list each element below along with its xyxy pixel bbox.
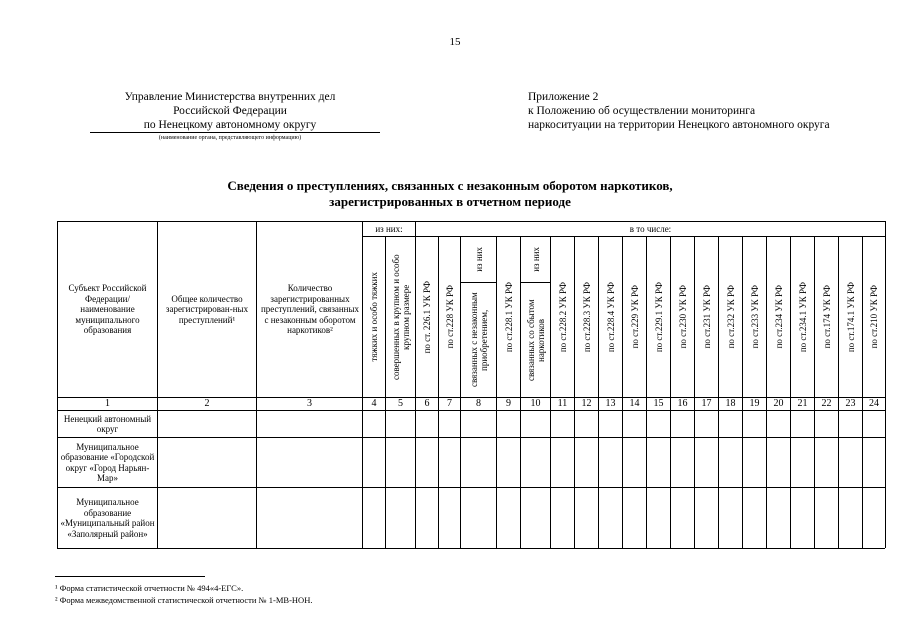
header-col-10-group — [521, 237, 550, 282]
header-col-13 — [599, 237, 622, 397]
footnote-2: ² Форма межведомственной статистической отчетности № 1-МВ-НОН. — [55, 595, 313, 605]
header-col-21 — [791, 237, 814, 397]
footnote-rule — [55, 576, 205, 577]
title-line-2: зарегистрированных в отчетном периоде — [329, 194, 571, 209]
header-col-5 — [386, 237, 415, 397]
column-number: 13 — [605, 397, 616, 409]
table-bottom-border — [57, 548, 885, 549]
row-zapolyarny: Муниципальное образование «Муниципальный район «Заполярный район» — [60, 497, 155, 539]
header-col-8-text: связанных с незаконным приобретением, — [468, 292, 489, 388]
column-number: 8 — [476, 397, 481, 409]
header-col-8-group — [461, 237, 496, 282]
header-drug-crimes: Количество зарегистрированных преступлений, связанных с незаконным оборотом наркотиков² — [260, 283, 360, 336]
annex-line-1: Приложение 2 — [528, 91, 599, 103]
header-col-4-text: тяжких и особо тяжких — [369, 272, 379, 362]
column-number: 21 — [797, 397, 808, 409]
header-col-4 — [363, 237, 385, 397]
header-col-22-text: по ст.174 УК РФ — [821, 285, 832, 349]
column-number: 16 — [677, 397, 688, 409]
column-number: 12 — [581, 397, 592, 409]
annex-line-3: наркоситуации на территории Ненецкого автономного округа — [528, 119, 830, 131]
title-line-1: Сведения о преступлениях, связанных с незаконным оборотом наркотиков, — [227, 178, 673, 193]
header-col-6-text: по ст. 226.1 УК РФ — [422, 280, 432, 354]
column-number: 5 — [398, 397, 403, 409]
reporting-organization — [80, 90, 380, 132]
row-nenets-okrug: Ненецкий автономный округ — [63, 413, 152, 434]
column-number: 18 — [725, 397, 736, 409]
header-col-19 — [743, 237, 766, 397]
row1-bottom-line — [57, 437, 885, 438]
header-col-9 — [497, 237, 520, 397]
org-line-3: по Ненецкому автономному округу — [143, 119, 317, 131]
page-number: 15 — [449, 36, 461, 48]
column-number: 10 — [530, 397, 541, 409]
header-col-21-text: по ст.234.1 УК РФ — [797, 281, 808, 353]
header-col-16-text: по ст.230 УК РФ — [677, 285, 688, 349]
header-including: в то числе: — [629, 223, 672, 234]
header-col-24-text: по ст.210 УК РФ — [869, 285, 879, 349]
footnote-1: ¹ Форма статистической отчетности № 494«4-ЕГС». — [55, 583, 244, 593]
header-col-14 — [623, 237, 646, 397]
header-col-9-text: по ст.228.1 УК РФ — [503, 281, 514, 353]
column-number: 1 — [105, 397, 110, 409]
number-row-bottom-line — [57, 410, 885, 411]
header-of-them: из них: — [375, 223, 403, 234]
document-title — [150, 178, 750, 210]
header-col-23-text: по ст.174.1 УК РФ — [845, 281, 856, 353]
header-col-12 — [575, 237, 598, 397]
header-col-20-text: по ст.234 УК РФ — [773, 285, 784, 349]
header-col-23 — [839, 237, 862, 397]
header-col-13-text: по ст.228.4 УК РФ — [605, 281, 616, 353]
header-col-17-text: по ст.231 УК РФ — [701, 285, 712, 349]
vline — [157, 221, 158, 548]
header-col-16 — [671, 237, 694, 397]
column-number: 2 — [204, 397, 210, 409]
column-number: 11 — [557, 397, 568, 409]
footnotes — [55, 582, 555, 606]
header-col-8-group-text: из них — [473, 247, 484, 272]
column-number: 15 — [653, 397, 664, 409]
header-col-17 — [695, 237, 718, 397]
column-number: 24 — [869, 397, 879, 409]
org-line-1: Управление Министерства внутренних дел — [124, 91, 336, 103]
header-col-12-text: по ст.228.3 УК РФ — [581, 281, 592, 353]
column-number: 22 — [821, 397, 832, 409]
header-total-crimes: Общее количество зарегистрирован-ных преступлений¹ — [165, 293, 249, 325]
header-col-18-text: по ст.232 УК РФ — [725, 285, 736, 349]
header-col-19-text: по ст.233 УК РФ — [749, 285, 760, 349]
header-col-14-text: по ст.229 УК РФ — [629, 285, 640, 349]
column-number: 14 — [629, 397, 640, 409]
column-number: 19 — [749, 397, 760, 409]
org-caption: (наименование органа, представляющего информацию) — [158, 135, 302, 141]
row-naryan-mar: Муниципальное образование «Городской округ «Город Нарьян-Мар» — [60, 441, 155, 483]
column-number: 23 — [845, 397, 856, 409]
header-col-10-text: связанных со сбытом наркотиков — [525, 299, 546, 381]
column-number: 17 — [701, 397, 712, 409]
column-number: 7 — [447, 397, 452, 409]
header-col-10-group-text: из них — [530, 247, 541, 272]
header-col-7 — [439, 237, 460, 397]
org-line-2: Российской Федерации — [173, 105, 287, 117]
column-number: 6 — [424, 397, 430, 409]
header-col-11-text: по ст.228.2 УК РФ — [557, 281, 568, 353]
header-col-20 — [767, 237, 790, 397]
header-subject: Субъект Российской Федерации/ наименование муниципального образования — [68, 283, 147, 336]
row2-bottom-line — [57, 487, 885, 488]
column-number: 4 — [371, 397, 377, 409]
header-col-11 — [551, 237, 574, 397]
header-col-6 — [416, 237, 438, 397]
vline — [885, 221, 886, 548]
header-col-22 — [815, 237, 838, 397]
header-col-18 — [719, 237, 742, 397]
header-col-15 — [647, 237, 670, 397]
vline — [256, 221, 257, 548]
header-col-24 — [863, 237, 885, 397]
header-col-5-text: совершенных в крупном и особо крупном размере — [390, 254, 411, 380]
annex-line-2: к Положению об осуществлении мониторинга — [528, 105, 756, 117]
header-col-7-text: по ст.228 УК РФ — [444, 285, 455, 349]
column-number: 20 — [773, 397, 784, 409]
header-col-10 — [521, 283, 550, 397]
header-col-8 — [461, 283, 496, 397]
header-col-15-text: по ст.229.1 УК РФ — [653, 281, 664, 353]
column-number: 9 — [506, 397, 511, 409]
column-number: 3 — [307, 397, 312, 409]
org-underline — [90, 132, 380, 133]
annex-reference — [528, 90, 888, 132]
